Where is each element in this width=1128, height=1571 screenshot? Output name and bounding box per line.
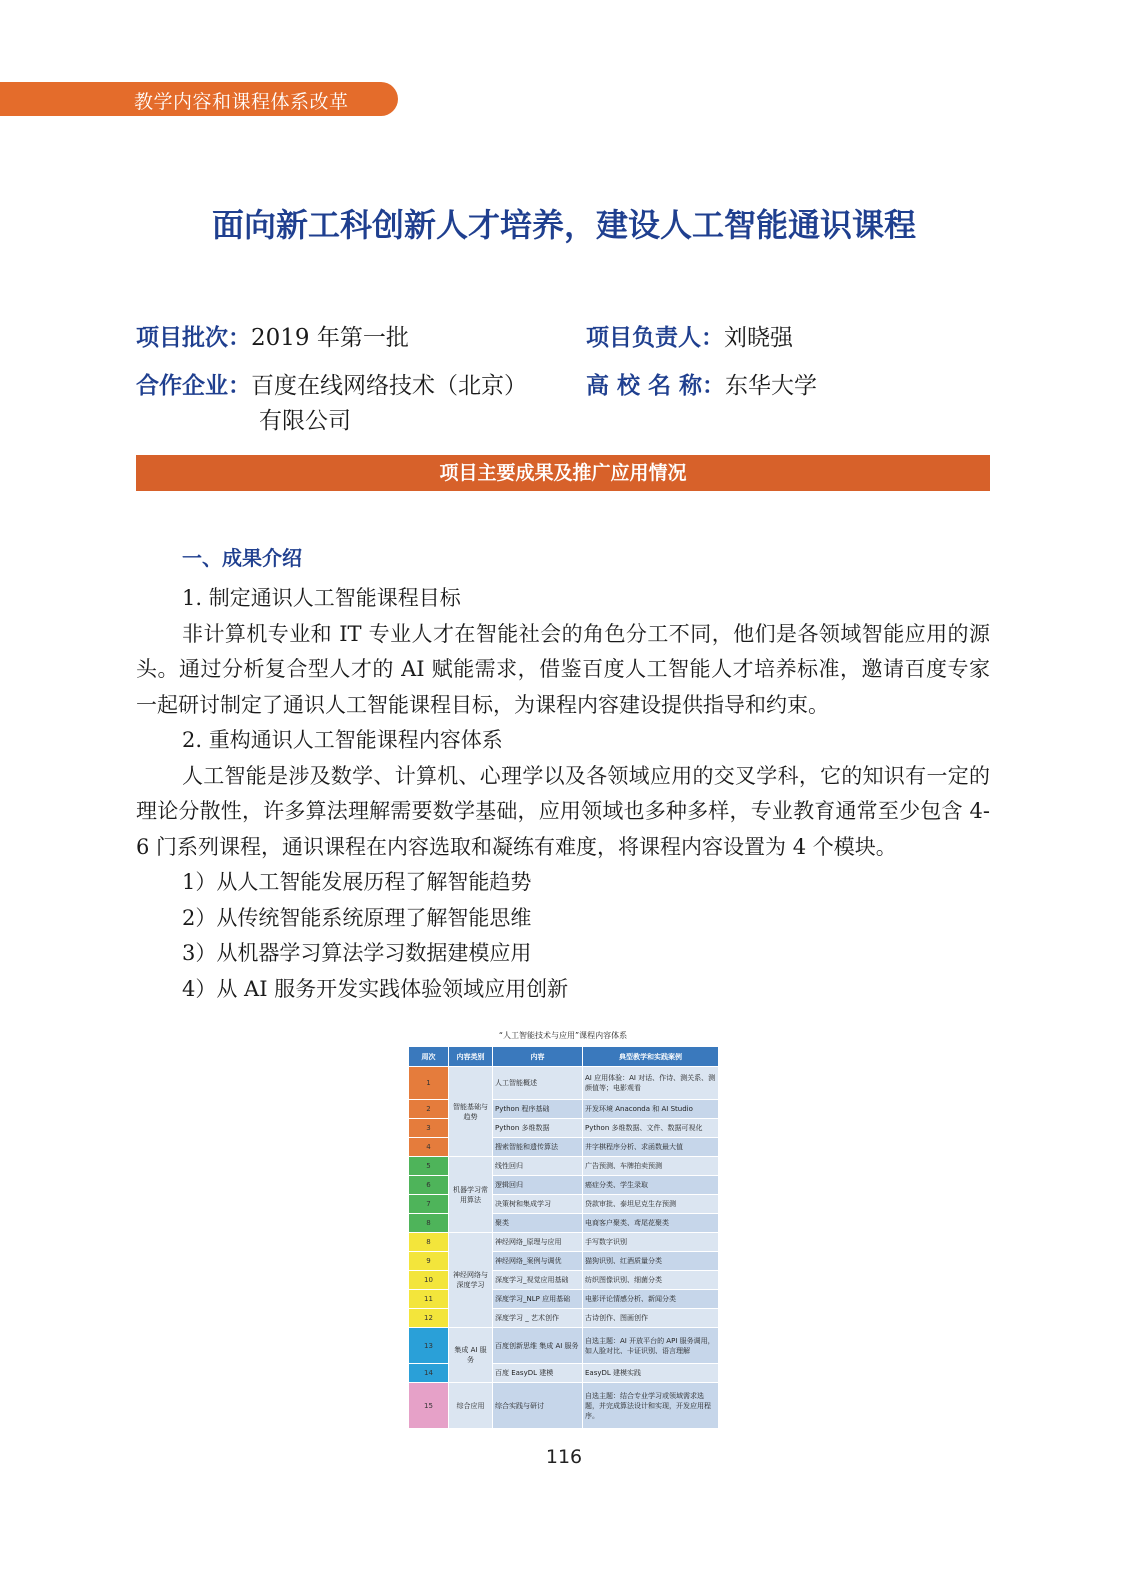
course-table-title: “人工智能技术与应用”课程内容体系 bbox=[498, 1031, 628, 1040]
week-cell: 8 bbox=[409, 1214, 449, 1233]
school-value: 东华大学 bbox=[725, 373, 818, 399]
header-tab bbox=[0, 82, 398, 116]
week-cell: 2 bbox=[409, 1100, 449, 1119]
week-cell: 11 bbox=[409, 1290, 449, 1309]
cases-cell: EasyDL 建模实践 bbox=[583, 1364, 719, 1383]
company-label: 合作企业： bbox=[136, 373, 251, 399]
content-cell: 线性回归 bbox=[493, 1157, 583, 1176]
content-cell: 深度学习_视觉应用基础 bbox=[493, 1271, 583, 1290]
category-cell: 综合应用 bbox=[449, 1383, 493, 1429]
header-category: 内容类别 bbox=[449, 1047, 493, 1067]
leader-value: 刘晓强 bbox=[724, 325, 793, 351]
module-item: 3）从机器学习算法学习数据建模应用 bbox=[182, 941, 532, 965]
cases-cell: 猫狗识别、红酒质量分类 bbox=[583, 1252, 719, 1271]
item1-paragraph: 非计算机专业和 IT 专业人才在智能社会的角色分工不同，他们是各领域智能应用的源头。通过分析复合型人才的 AI 赋能需求，借鉴百度人工智能人才培养标准，邀请百度专家一起研讨制定了通识人工智能课程目标，为课程内容建设提供指导和约束。 bbox=[136, 621, 990, 717]
week-cell: 7 bbox=[409, 1195, 449, 1214]
week-cell: 3 bbox=[409, 1119, 449, 1138]
company-value-line1: 百度在线网络技术（北京） bbox=[251, 373, 527, 399]
content-cell: 百度 EasyDL 建模 bbox=[493, 1364, 583, 1383]
week-cell: 10 bbox=[409, 1271, 449, 1290]
cases-cell: AI 应用体验：AI 对话、作诗、测关系、测颜值等；电影观看 bbox=[583, 1067, 719, 1100]
content-cell: Python 多维数据 bbox=[493, 1119, 583, 1138]
content-cell: 百度创新思维 集成 AI 服务 bbox=[493, 1328, 583, 1364]
cases-cell: 癌症分类、学生录取 bbox=[583, 1176, 719, 1195]
category-cell: 集成 AI 服务 bbox=[449, 1328, 493, 1383]
category-cell: 神经网络与深度学习 bbox=[449, 1233, 493, 1328]
cases-cell: 自选主题：结合专业学习或领域需求选题，并完成算法设计和实现，开发应用程序。 bbox=[583, 1383, 719, 1429]
cases-cell: 井字棋程序分析、求函数最大值 bbox=[583, 1138, 719, 1157]
content-cell: 人工智能概述 bbox=[493, 1067, 583, 1100]
batch-label: 项目批次： bbox=[136, 325, 251, 351]
week-cell: 14 bbox=[409, 1364, 449, 1383]
table-row bbox=[409, 1233, 719, 1252]
module-item: 4）从 AI 服务开发实践体验领域应用创新 bbox=[182, 976, 569, 1001]
category-cell: 机器学习常用算法 bbox=[449, 1157, 493, 1233]
table-row bbox=[409, 1157, 719, 1176]
week-cell: 15 bbox=[409, 1383, 449, 1429]
cases-cell: 手写数字识别 bbox=[583, 1233, 719, 1252]
table-row bbox=[409, 1328, 719, 1364]
week-cell: 4 bbox=[409, 1138, 449, 1157]
content-cell: Python 程序基础 bbox=[493, 1100, 583, 1119]
header-content: 内容 bbox=[493, 1047, 583, 1067]
page-number: 116 bbox=[545, 1446, 583, 1468]
cases-cell: 电商客户聚类、鸢尾花聚类 bbox=[583, 1214, 719, 1233]
header-cases: 典型教学和实践案例 bbox=[583, 1047, 719, 1067]
course-table bbox=[408, 1046, 719, 1429]
batch-value: 2019 年第一批 bbox=[251, 325, 409, 351]
week-cell: 8 bbox=[409, 1233, 449, 1252]
content-cell: 决策树和集成学习 bbox=[493, 1195, 583, 1214]
content-cell: 神经网络_案例与调优 bbox=[493, 1252, 583, 1271]
category-cell: 智能基础与趋势 bbox=[449, 1067, 493, 1157]
section-heading: 一、成果介绍 bbox=[182, 546, 302, 570]
cases-cell: 古诗创作、图画创作 bbox=[583, 1309, 719, 1328]
company-value-line2: 有限公司 bbox=[259, 408, 351, 434]
page-title: 面向新工科创新人才培养，建设人工智能通识课程 bbox=[211, 206, 916, 244]
cases-cell: 贷款审批、泰坦尼克生存预测 bbox=[583, 1195, 719, 1214]
week-cell: 12 bbox=[409, 1309, 449, 1328]
table-row bbox=[409, 1383, 719, 1429]
item2-paragraph: 人工智能是涉及数学、计算机、心理学以及各领域应用的交叉学科，它的知识有一定的理论分散性，许多算法理解需要数学基础，应用领域也多种多样，专业教育通常至少包含 4-6 门系列课程，通识课程在内容选取和凝练有难度，将课程内容设置为 4 个模块。 bbox=[136, 763, 990, 859]
header-tab-label: 教学内容和课程体系改革 bbox=[134, 91, 349, 113]
table-row bbox=[409, 1067, 719, 1100]
content-cell: 逻辑回归 bbox=[493, 1176, 583, 1195]
school-row bbox=[586, 370, 817, 403]
week-cell: 1 bbox=[409, 1067, 449, 1100]
item2-title: 2. 重构通识人工智能课程内容体系 bbox=[182, 728, 503, 752]
module-item: 1）从人工智能发展历程了解智能趋势 bbox=[182, 870, 532, 894]
header-week: 周次 bbox=[409, 1047, 449, 1067]
content-cell: 深度学习_NLP 应用基础 bbox=[493, 1290, 583, 1309]
module-item: 2）从传统智能系统原理了解智能思维 bbox=[182, 905, 532, 930]
school-label: 高 校 名 称： bbox=[586, 373, 726, 399]
table-header-row bbox=[409, 1047, 719, 1067]
cases-cell: 电影评论情感分析、新闻分类 bbox=[583, 1290, 719, 1309]
cases-cell: Python 多维数据、文件、数据可视化 bbox=[583, 1119, 719, 1138]
batch-row bbox=[136, 322, 409, 355]
content-cell: 聚类 bbox=[493, 1214, 583, 1233]
cases-cell: 开发环境 Anaconda 和 AI Studio bbox=[583, 1100, 719, 1119]
cases-cell: 自选主题：AI 开放平台的 API 服务调用，如人脸对比、卡证识别、语言理解 bbox=[583, 1328, 719, 1364]
cases-cell: 广告预测、车牌拍卖预测 bbox=[583, 1157, 719, 1176]
item1-title: 1. 制定通识人工智能课程目标 bbox=[182, 586, 461, 610]
content-cell: 搜索智能和遗传算法 bbox=[493, 1138, 583, 1157]
company-row bbox=[136, 370, 527, 403]
section-banner: 项目主要成果及推广应用情况 bbox=[136, 455, 990, 491]
week-cell: 6 bbox=[409, 1176, 449, 1195]
leader-row bbox=[586, 322, 793, 355]
content-cell: 综合实践与研讨 bbox=[493, 1383, 583, 1429]
body-text bbox=[136, 581, 990, 1007]
cases-cell: 纺织图像识别、细菌分类 bbox=[583, 1271, 719, 1290]
week-cell: 9 bbox=[409, 1252, 449, 1271]
content-cell: 神经网络_原理与应用 bbox=[493, 1233, 583, 1252]
week-cell: 13 bbox=[409, 1328, 449, 1364]
week-cell: 5 bbox=[409, 1157, 449, 1176]
leader-label: 项目负责人： bbox=[586, 325, 724, 351]
content-cell: 深度学习 _ 艺术创作 bbox=[493, 1309, 583, 1328]
